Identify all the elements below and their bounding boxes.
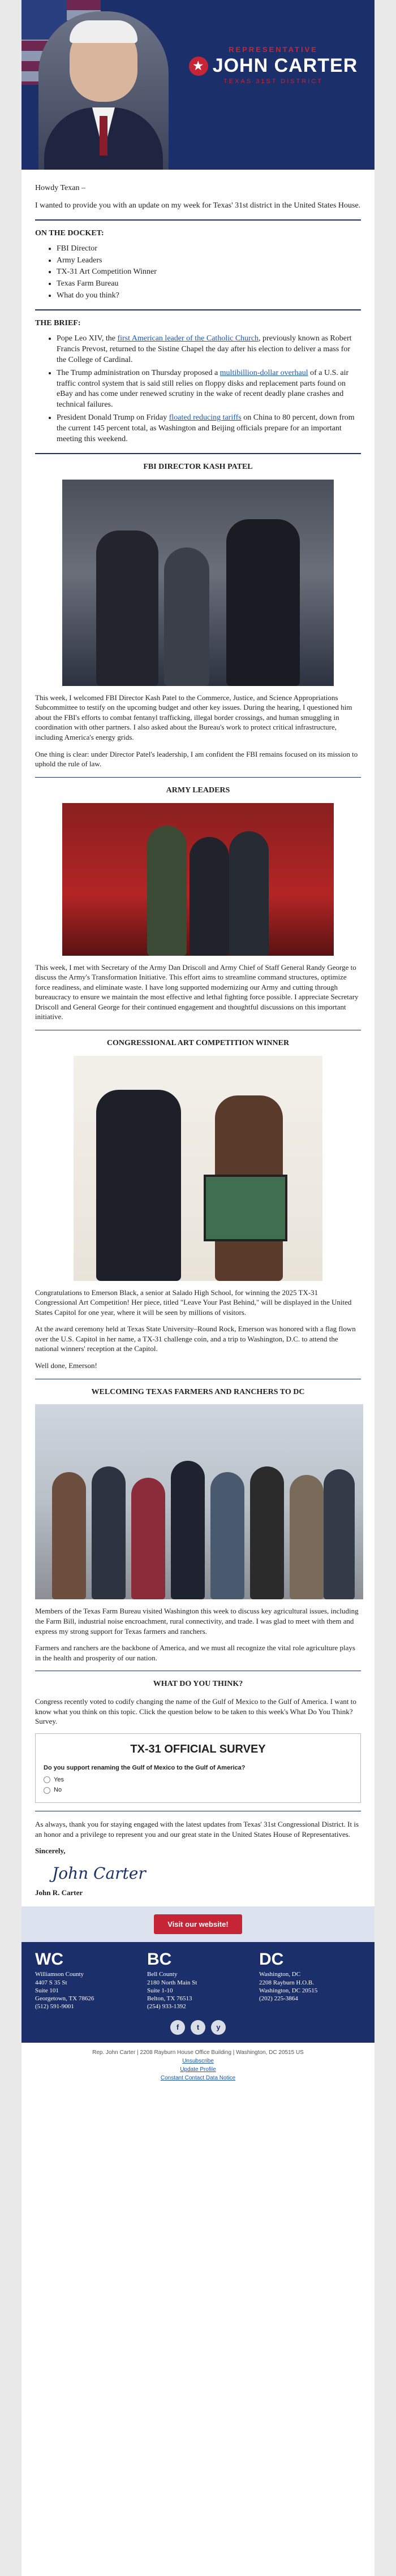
photo-figure bbox=[96, 530, 158, 686]
pope-link[interactable]: first American leader of the Catholic Church bbox=[117, 334, 259, 343]
office-line: 4407 S 35 St bbox=[35, 1979, 67, 1986]
survey-option-yes[interactable] bbox=[44, 1776, 352, 1784]
survey-option-no[interactable] bbox=[44, 1786, 352, 1794]
closing-name: John R. Carter bbox=[35, 1888, 83, 1897]
think-section-title: WHAT DO YOU THINK? bbox=[153, 1680, 243, 1689]
header-name bbox=[188, 55, 358, 77]
air-traffic-link[interactable]: multibillion-dollar overhaul bbox=[219, 368, 308, 377]
email-container bbox=[21, 0, 375, 2576]
photo-figure bbox=[210, 1472, 244, 1599]
farm-paragraph-2: Farmers and ranchers are the backbone of America, and we must all recognize the vital role agriculture plays in the health and prosperity of our nation. bbox=[35, 1643, 355, 1662]
office-line: (254) 933-1392 bbox=[147, 2003, 186, 2010]
option-label: Yes bbox=[54, 1776, 64, 1783]
office-line: Suite 101 bbox=[35, 1987, 59, 1994]
brief-item bbox=[57, 334, 361, 366]
photo-figure bbox=[131, 1478, 165, 1599]
divider bbox=[35, 219, 361, 221]
office-line: Washington, DC 20515 bbox=[259, 1987, 318, 1994]
art-paragraph-2: At the award ceremony held at Texas State University–Round Rock, Emerson was honored with a flag flown over the U.S. Capitol in her name, a TX-31 challenge coin, and a trip to Washington, D.C. to attend the national winners' reception at the Capitol. bbox=[35, 1324, 356, 1353]
army-paragraph: This week, I met with Secretary of the Army Dan Driscoll and Army Chief of Staff General Randy George to discuss the Army's Transformation Initiative. This effort aims to streamline command structures, optimize force readiness, and eliminate waste. I have long supported modernizing our Army and cutting through bureaucracy to ensure we maintain the most effective and lethal fighting force possible. I appreciate Secretary Driscoll and General George for their continued engagement and thoughtful discussions on this important initiative. bbox=[35, 963, 359, 1021]
youtube-icon[interactable]: y bbox=[211, 2020, 226, 2035]
data-notice-link[interactable]: Constant Contact Data Notice bbox=[160, 2074, 236, 2081]
docket-item: • Army Leaders bbox=[57, 256, 361, 266]
army-section-title: ARMY LEADERS bbox=[166, 786, 230, 795]
portrait-tie bbox=[100, 116, 107, 156]
survey-title: TX-31 OFFICIAL SURVEY bbox=[130, 1742, 266, 1755]
brief-item bbox=[57, 413, 361, 445]
office-line: Washington, DC bbox=[259, 1971, 301, 1978]
photo-figure bbox=[52, 1472, 86, 1599]
office-line: Belton, TX 76513 bbox=[147, 1995, 192, 2003]
office-line: Williamson County bbox=[35, 1971, 84, 1978]
update-profile-link[interactable]: Update Profile bbox=[180, 2066, 216, 2073]
farm-photo bbox=[35, 1404, 363, 1599]
greeting: Howdy Texan – bbox=[35, 184, 85, 192]
portrait-hair bbox=[70, 20, 137, 43]
visit-website-button[interactable]: Visit our website! bbox=[154, 1914, 242, 1934]
farm-paragraph-1: Members of the Texas Farm Bureau visited Washington this week to discuss key agricultural issues, including the Farm Bill, industrial noise encroachment, rural connectivity, and trade. I was glad to meet with them and express my strong support for Texas farmers and ranchers. bbox=[35, 1607, 359, 1636]
header-district: TEXAS 31ST DISTRICT bbox=[223, 78, 323, 85]
offices-section bbox=[21, 1942, 375, 2016]
star-icon: ★ bbox=[189, 57, 208, 76]
office-line: (202) 225-3864 bbox=[259, 1995, 298, 2003]
signature: John Carter bbox=[52, 1863, 146, 1883]
survey-box[interactable] bbox=[35, 1733, 361, 1803]
fbi-paragraph-1: This week, I welcomed FBI Director Kash Patel to the Commerce, Justice, and Science Appropriations Subcommittee to testify on the upcoming budget and other key issues. During the hearing, I questioned him about the FBI's efforts to combat fentanyl trafficking, illegal border crossings, and human smuggling in coordination with other partners. I also asked about the Bureau's work to protect critical infrastructure, including America's energy grids. bbox=[35, 693, 352, 741]
closing-paragraph: As always, thank you for staying engaged with the latest updates from Texas' 31st Congressional District. It is an honor and a privilege to represent you and our great state in the United States House of Representatives. bbox=[35, 1820, 359, 1839]
docket-label: ON THE DOCKET: bbox=[35, 228, 104, 238]
docket-item: • TX-31 Art Competition Winner bbox=[57, 267, 361, 278]
newsletter-body bbox=[21, 170, 375, 1897]
brief-text: of a U.S. air traffic control system that is said still relies on floppy disks and replacement parts found on eBay and has come under renewed scrutiny in the wake of recent deadly plane crashes and technical failures. bbox=[57, 368, 349, 409]
art-paragraph-3: Well done, Emerson! bbox=[35, 1361, 97, 1370]
army-photo bbox=[62, 803, 334, 956]
footer bbox=[21, 2043, 375, 2088]
twitter-icon[interactable]: t bbox=[191, 2020, 205, 2035]
brief-text: , previously known as Robert Francis Prevost, returned to the Sistine Chapel the day after his election to deliver a mass for the College of Cardinal. bbox=[57, 334, 352, 364]
art-paragraph-1: Congratulations to Emerson Black, a senior at Salado High School, for winning the 2025 TX-31 Congressional Art Competition! Her piece, titled "Leave Your Past Behind," will be displayed in the United States Capitol for one year, where it will be seen by millions of visitors. bbox=[35, 1288, 352, 1317]
think-paragraph: Congress recently voted to codify changing the name of the Gulf of Mexico to the Gulf of America. I want to know what you think on this topic. Click the question below to be taken to this week's What Do You Think? Survey. bbox=[35, 1697, 356, 1726]
office-line: 2180 North Main St bbox=[147, 1979, 197, 1986]
office-abbr: DC bbox=[259, 1950, 284, 1969]
office-abbr: WC bbox=[35, 1950, 63, 1969]
unsubscribe-link[interactable]: Unsubscribe bbox=[182, 2057, 214, 2064]
brief-text: The Trump administration on Thursday proposed a bbox=[57, 368, 220, 377]
tariffs-link[interactable]: floated reducing tariffs bbox=[169, 413, 242, 422]
brief-text: on China to 80 percent, down from the current 145 percent total, as Washington and Beijing officials prepare for an important meeting this weekend. bbox=[57, 413, 355, 444]
intro-text: I wanted to provide you with an update on my week for Texas' 31st district in the United States House. bbox=[35, 201, 361, 210]
art-photo bbox=[74, 1056, 322, 1281]
header-rep-label: REPRESENTATIVE bbox=[229, 45, 318, 54]
photo-figure bbox=[92, 1466, 126, 1599]
photo-figure bbox=[147, 826, 187, 956]
cta-section bbox=[21, 1906, 375, 1942]
photo-figure bbox=[171, 1461, 205, 1599]
office-line: Georgetown, TX 78626 bbox=[35, 1995, 94, 2003]
docket-item: • What do you think? bbox=[57, 291, 361, 301]
brief-text: President Donald Trump on Friday bbox=[57, 413, 169, 422]
photo-figure bbox=[250, 1466, 284, 1599]
radio-button[interactable] bbox=[44, 1776, 50, 1783]
header-banner bbox=[21, 0, 375, 170]
divider bbox=[35, 777, 361, 778]
fbi-photo bbox=[62, 480, 334, 686]
social-links bbox=[21, 2017, 375, 2043]
photo-figure bbox=[229, 831, 269, 956]
fbi-paragraph-2: One thing is clear: under Director Patel's leadership, I am confident the FBI remains focused on its mission to uphold the rule of law. bbox=[35, 749, 358, 769]
brief-text: Pope Leo XIV, the bbox=[57, 334, 118, 343]
brief-label: THE BRIEF: bbox=[35, 319, 81, 328]
docket-item: • Texas Farm Bureau bbox=[57, 279, 361, 290]
photo-figure bbox=[324, 1469, 355, 1599]
header-brand bbox=[188, 45, 358, 85]
photo-figure bbox=[96, 1090, 181, 1281]
office-line: Bell County bbox=[147, 1971, 178, 1978]
divider bbox=[35, 309, 361, 310]
photo-figure bbox=[290, 1475, 324, 1599]
brief-item bbox=[57, 368, 361, 411]
office-bell bbox=[147, 1951, 249, 2010]
radio-button[interactable] bbox=[44, 1787, 50, 1794]
farm-section-title: WELCOMING TEXAS FARMERS AND RANCHERS TO DC bbox=[91, 1387, 305, 1396]
option-label: No bbox=[54, 1787, 62, 1794]
fbi-section-title: FBI DIRECTOR KASH PATEL bbox=[143, 462, 253, 471]
art-section-title: CONGRESSIONAL ART COMPETITION WINNER bbox=[106, 1038, 290, 1047]
photo-figure bbox=[226, 519, 300, 686]
office-line: 2208 Rayburn H.O.B. bbox=[259, 1979, 314, 1986]
photo-figure bbox=[164, 547, 209, 686]
office-abbr: BC bbox=[147, 1950, 172, 1969]
facebook-icon[interactable]: f bbox=[170, 2020, 185, 2035]
docket-item: • FBI Director bbox=[57, 244, 361, 254]
survey-question[interactable]: Do you support renaming the Gulf of Mexico to the Gulf of America? bbox=[44, 1764, 246, 1771]
brief-list bbox=[35, 334, 361, 445]
photo-figure bbox=[190, 837, 229, 956]
office-williamson bbox=[35, 1951, 137, 2010]
sincerely: Sincerely, bbox=[35, 1846, 66, 1856]
docket-list bbox=[35, 244, 361, 301]
office-line: (512) 591-9001 bbox=[35, 2003, 74, 2010]
footer-address: Rep. John Carter | 2208 Rayburn House Office Building | Washington, DC 20515 US bbox=[92, 2049, 304, 2056]
divider bbox=[35, 453, 361, 454]
office-dc bbox=[259, 1951, 361, 2010]
artwork-frame bbox=[204, 1175, 287, 1241]
header-name-text: JOHN CARTER bbox=[212, 55, 358, 76]
office-line: Suite 1-10 bbox=[147, 1987, 173, 1994]
